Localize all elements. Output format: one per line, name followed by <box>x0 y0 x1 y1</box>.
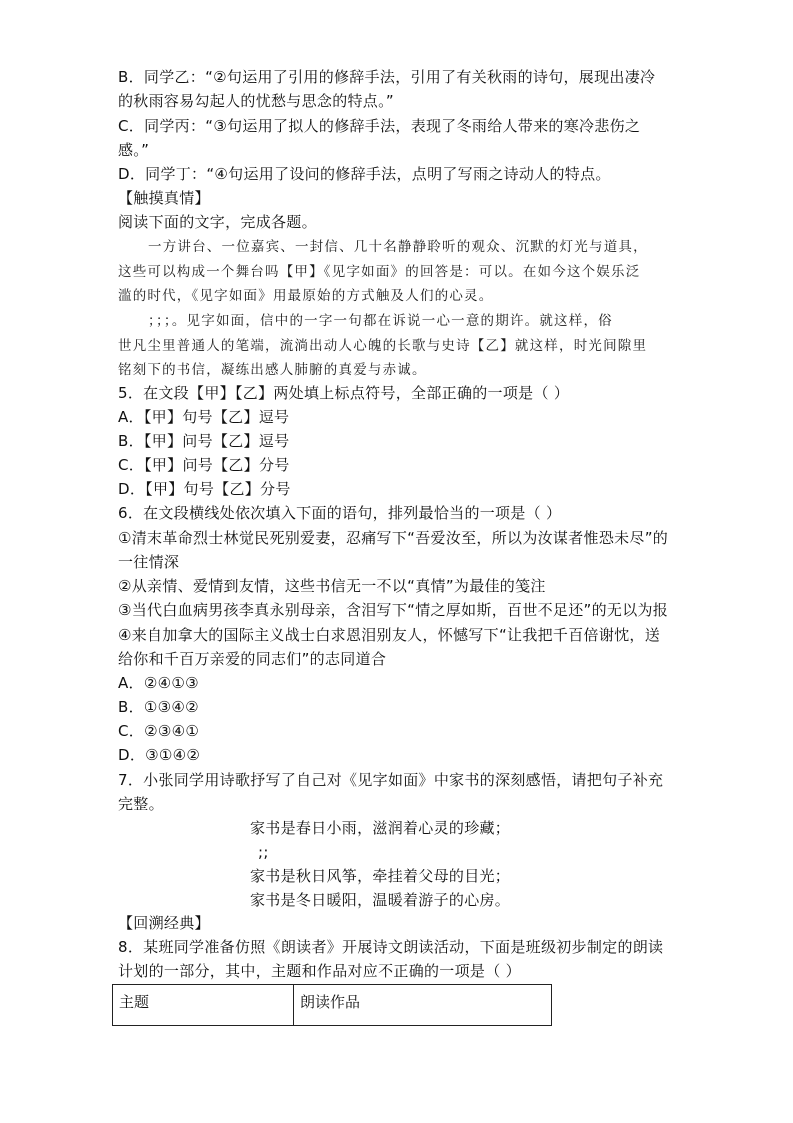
table-header-theme: 主题 <box>113 985 294 1026</box>
q6-option-c[interactable]: C．②③④① <box>118 722 200 740</box>
q6-sentence-3: ③当代白血病男孩李真永别母亲，含泪写下“情之厚如斯，百世不足还”的无以为报 <box>118 601 669 619</box>
poem-line-4: 家书是冬日暖阳，温暖着游子的心房。 <box>250 891 511 909</box>
q4-option-c-line2: 感。” <box>118 141 150 159</box>
table-header-works: 朗读作品 <box>294 985 552 1026</box>
passage-p2-line1: ；；；。见字如面，信中的一字一句都在诉说一心一意的期许。就这样，俗 <box>148 313 613 329</box>
q4-option-b-line1: B．同学乙：“②句运用了引用的修辞手法，引用了有关秋雨的诗句，展现出凄冷 <box>118 68 656 86</box>
poem-line-3: 家书是秋日风筝，牵挂着父母的目光； <box>250 867 511 885</box>
q4-option-b-line2: 的秋雨容易勾起人的忧愁与思念的特点。” <box>118 92 394 110</box>
table-header-row <box>113 985 552 1026</box>
q7-stem-line1: 7．小张同学用诗歌抒写了自己对《见字如面》中家书的深刻感悟，请把句子补充 <box>118 771 664 789</box>
section-heading-classic: 【回溯经典】 <box>118 914 210 932</box>
passage-p1-line2: 这些可以构成一个舞台吗【甲】《见字如面》的回答是：可以。在如今这个娱乐泛 <box>118 264 641 280</box>
q5-option-a[interactable]: A．【甲】句号【乙】逗号 <box>118 408 290 426</box>
passage-p1-line1: 一方讲台、一位嘉宾、一封信、几十名静静聆听的观众、沉默的灯光与道具， <box>148 239 648 255</box>
q4-option-c-line1: C．同学丙：“③句运用了拟人的修辞手法，表现了冬雨给人带来的寒冷悲伤之 <box>118 117 641 135</box>
q6-sentence-2: ②从亲情、爱情到友情，这些书信无一不以“真情”为最佳的笺注 <box>118 577 546 595</box>
q6-sentence-1-line2: 一往情深 <box>118 553 180 571</box>
q5-stem: 5．在文段【甲】【乙】两处填上标点符号，全部正确的一项是（ ） <box>118 384 570 402</box>
q7-stem-line2: 完整。 <box>118 795 164 813</box>
poem-blank-line[interactable]: ;; <box>258 843 269 861</box>
passage-p2-line3: 铭刻下的书信，凝练出感人肺腑的真爱与赤诚。 <box>118 362 427 378</box>
q5-option-c[interactable]: C．【甲】问号【乙】分号 <box>118 456 290 474</box>
q6-sentence-1-line1: ①清末革命烈士林觉民死别爱妻，忍痛写下“吾爱汝至，所以为汝谋者惟恐未尽”的 <box>118 529 669 547</box>
q6-option-d[interactable]: D．③①④② <box>118 746 201 764</box>
q6-sentence-4-line1: ④来自加拿大的国际主义战士白求恩泪别友人，怀憾写下“让我把千百倍谢忱，送 <box>118 626 661 644</box>
section-heading-touch: 【触摸真情】 <box>118 189 210 207</box>
q8-stem-line1: 8．某班同学准备仿照《朗读者》开展诗文朗读活动，下面是班级初步制定的朗读 <box>118 938 664 956</box>
q6-sentence-4-line2: 给你和千百万亲爱的同志们”的志同道合 <box>118 650 387 668</box>
reading-instruction: 阅读下面的文字，完成各题。 <box>118 213 317 231</box>
q6-option-a[interactable]: A．②④①③ <box>118 674 199 692</box>
q8-stem-line2: 计划的一部分，其中，主题和作品对应不正确的一项是（ ） <box>118 962 521 980</box>
poem-line-1: 家书是春日小雨，滋润着心灵的珍藏； <box>250 819 511 837</box>
passage-p2-line2: 世凡尘里普通人的笔端，流淌出动人心魄的长歌与史诗【乙】就这样，时光间隙里 <box>118 338 648 354</box>
passage-p1-line3: 滥的时代，《见字如面》用最原始的方式触及人们的心灵。 <box>118 288 494 304</box>
q6-stem: 6．在文段横线处依次填入下面的语句，排列最恰当的一项是（ ） <box>118 504 562 522</box>
q4-option-d-line1: D．同学丁：“④句运用了设问的修辞手法，点明了写雨之诗动人的特点。 <box>118 165 611 183</box>
reading-plan-table <box>112 984 552 1026</box>
q5-option-b[interactable]: B．【甲】问号【乙】逗号 <box>118 432 290 450</box>
q6-option-b[interactable]: B．①③④② <box>118 698 199 716</box>
q5-option-d[interactable]: D．【甲】句号【乙】分号 <box>118 480 291 498</box>
